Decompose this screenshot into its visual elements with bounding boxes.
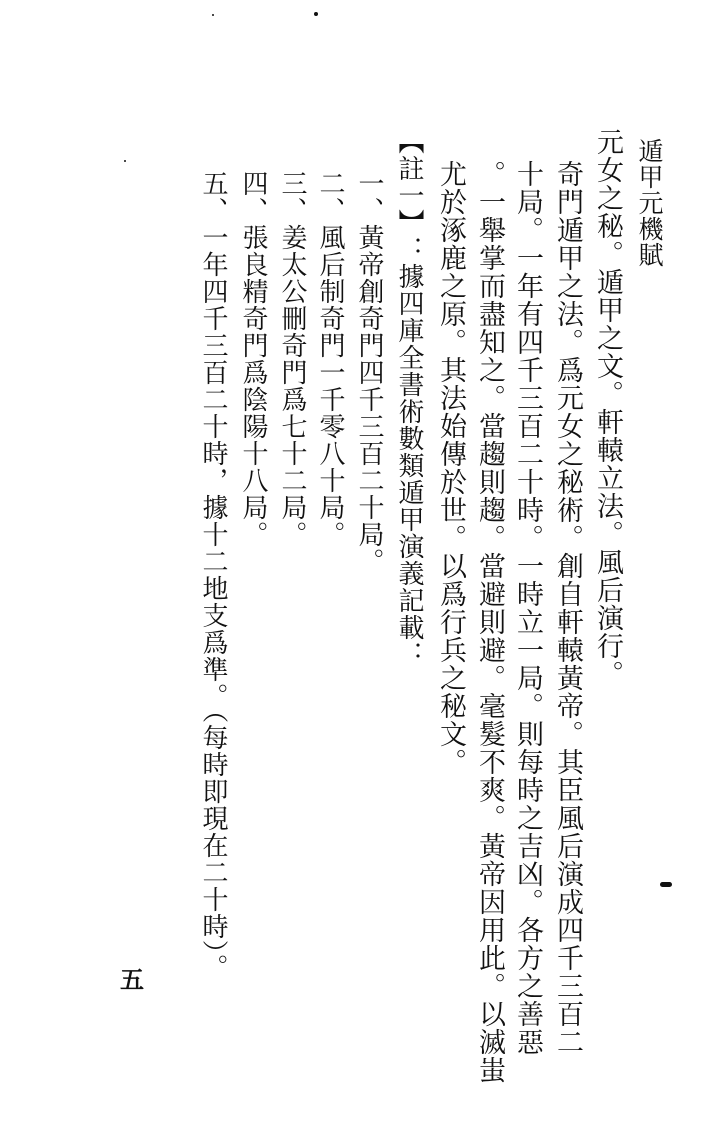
body-line-5: 尤於涿鹿之原。其法始傳於世。以爲行兵之秘文。 xyxy=(435,160,466,776)
note-item-3: 三、姜太公刪奇門爲七十二局。 xyxy=(277,170,307,548)
page-number: 五 xyxy=(120,965,144,994)
body-line-4: 。一舉掌而盡知之。當趨則趨。當避則避。毫髮不爽。黃帝因用此。以滅蚩 xyxy=(474,160,505,1084)
scan-mark xyxy=(660,882,672,887)
note-heading: 【註一】：據四庫全書術數類遁甲演義記載： xyxy=(394,128,424,668)
note-item-1: 一、黃帝創奇門四千三百二十局。 xyxy=(354,170,384,575)
body-line-3: 十局。一年有四千三百二十時。一時立一局。則每時之吉凶。各方之善惡 xyxy=(512,160,543,1056)
body-line-2: 奇門遁甲之法。爲元女之秘術。創自軒轅黃帝。其臣風后演成四千三百二 xyxy=(552,160,583,1056)
scan-speck xyxy=(212,14,214,16)
note-item-2: 二、風后制奇門一千零八十局。 xyxy=(315,170,345,548)
note-item-4: 四、張良精奇門爲陰陽十八局。 xyxy=(238,170,268,548)
scan-speck xyxy=(124,160,126,162)
scan-speck xyxy=(314,12,318,16)
note-item-5: 五、一年四千三百二十時，據十二地支爲準。（每時即現在二十時）。 xyxy=(198,170,228,981)
body-line-1: 元女之秘。遁甲之文。軒轅立法。風后演行。 xyxy=(592,128,623,688)
document-title: 遁甲元機賦 xyxy=(635,138,664,268)
